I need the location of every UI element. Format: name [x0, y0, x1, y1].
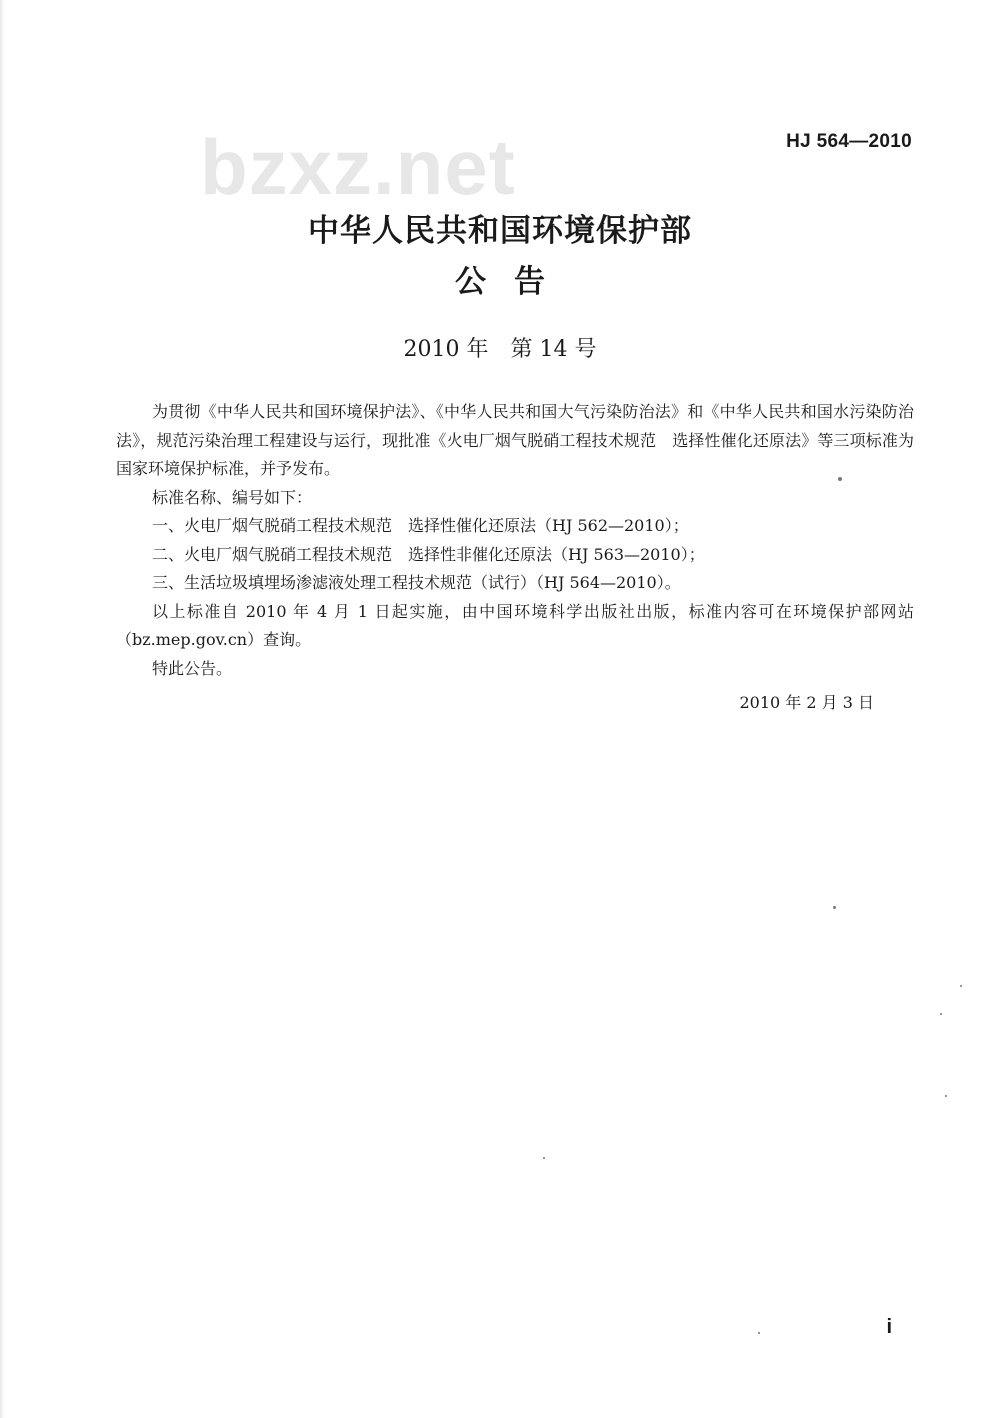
list-item: 三、生活垃圾填埋场渗滤液处理工程技术规范（试行）（HJ 564—2010）。 — [152, 573, 681, 592]
page-number: i — [886, 1316, 892, 1338]
page-subtitle: 公告 — [455, 264, 573, 300]
announcement-date: 2010 年 2 月 3 日 — [739, 693, 874, 712]
watermark-logo: bzxz.net — [200, 123, 516, 211]
scan-speck — [758, 1332, 760, 1334]
paragraph-list-heading: 标准名称、编号如下： — [152, 487, 313, 507]
scan-speck — [833, 906, 836, 909]
list-item: 二、火电厂烟气脱硝工程技术规范 选择性非催化还原法（HJ 563—2010）； — [152, 544, 705, 564]
standard-code: HJ 564—2010 — [786, 131, 912, 152]
scan-speck — [945, 1095, 947, 1097]
scan-speck — [960, 985, 962, 987]
paragraph-implementation: 以上标准自 2010 年 4 月 1 日起实施，由中国环境科学出版社出版，标准内容可在环境保护部网站（bz.mep.gov.cn）查询。 — [116, 601, 914, 649]
scan-speck — [940, 1013, 942, 1015]
paragraph-intro: 为贯彻《中华人民共和国环境保护法》、《中华人民共和国大气污染防治法》和《中华人民共和国水污染防治法》，规范污染治理工程建设与运行，现批准《火电厂烟气脱硝工程技术规范 选择性催化还原法》等三项标准为国家环境保护标准，并予发布。 — [116, 402, 914, 478]
announcement-body — [116, 398, 914, 683]
paragraph-closing: 特此公告。 — [152, 658, 233, 678]
list-item: 一、火电厂烟气脱硝工程技术规范 选择性催化还原法（HJ 562—2010）； — [152, 516, 689, 535]
issue-number: 2010 年 第 14 号 — [403, 337, 597, 362]
scan-speck — [543, 1157, 545, 1159]
page-title: 中华人民共和国环境保护部 — [308, 213, 692, 249]
scan-speck — [838, 477, 842, 481]
